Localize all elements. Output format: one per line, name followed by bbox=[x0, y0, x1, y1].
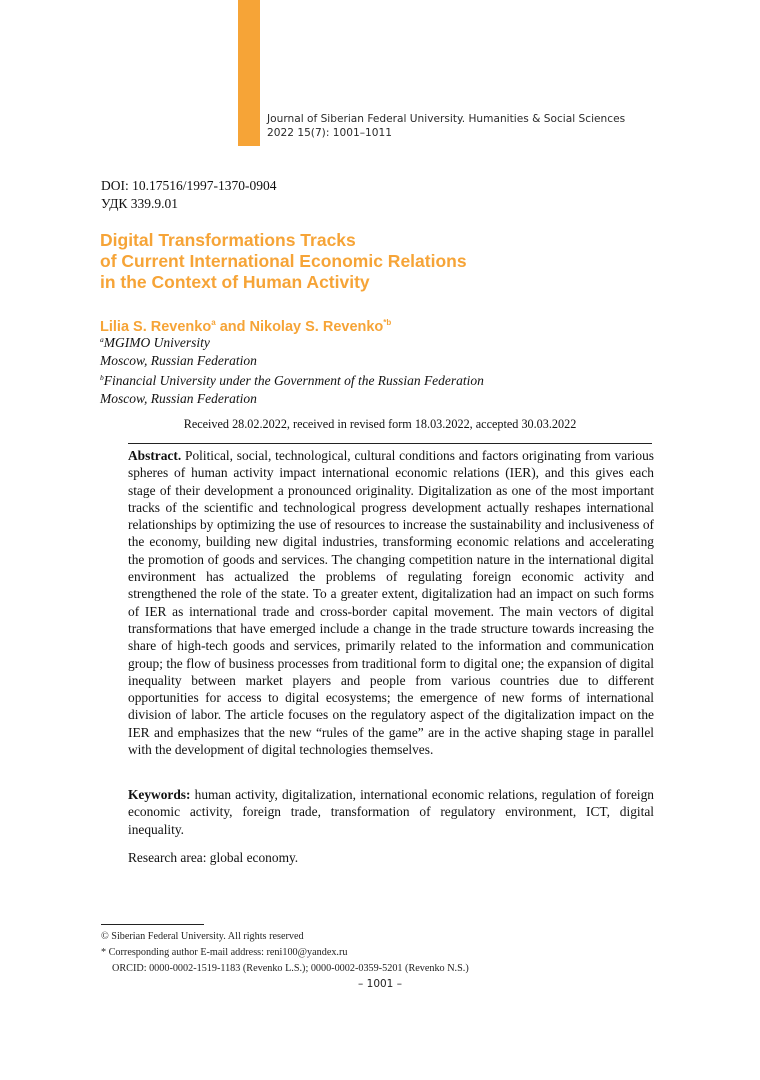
affiliation-line bbox=[100, 352, 484, 370]
affiliation-text: Moscow, Russian Federation bbox=[100, 390, 257, 406]
article-title bbox=[100, 230, 467, 293]
udk: УДК 339.9.01 bbox=[101, 196, 179, 211]
author-connector: and bbox=[215, 319, 250, 335]
received-dates: Received 28.02.2022, received in revised form 18.03.2022, accepted 30.03.2022 bbox=[183, 417, 577, 431]
footnote-divider bbox=[101, 924, 204, 925]
keywords-text: human activity, digitalization, international economic relations, regulation of foreign economic activity, foreign trade, transformation of regulatory environment, ICT, digital inequality. bbox=[128, 787, 655, 837]
author-1: Lilia S. Revenko bbox=[100, 319, 212, 335]
title-line-1: Digital Transformations Tracks bbox=[100, 230, 356, 250]
affiliation-text: Financial University under the Government of the Russian Federation bbox=[103, 373, 484, 388]
journal-issue: 2022 15(7): 1001–1011 bbox=[267, 127, 392, 139]
affiliation-mark: b bbox=[100, 373, 104, 382]
abstract bbox=[128, 447, 654, 758]
journal-name: Journal of Siberian Federal University. Humanities & Social Sciences bbox=[267, 113, 626, 125]
keywords bbox=[128, 786, 654, 838]
orcid-note: ORCID: 0000-0002-1519-1183 (Revenko L.S.); 0000-0002-0359-5201 (Revenko N.S.) bbox=[112, 963, 469, 974]
keywords-label: Keywords: bbox=[128, 787, 191, 802]
research-area: Research area: global economy. bbox=[128, 850, 299, 865]
abstract-text: Political, social, technological, cultural conditions and factors originating from various spheres of human activity impact international economic relations (IER), and this gives each stage of their development a pronounced originality. Digitalization as one of the most important tracks of the scientific and technological progress development actually reshapes international relationships by optimizing the use of resources to increase the sustainability and inclusiveness of the economy, building new digital industries, transforming economic relations and accelerating the promotion of goods and services. The changing competition nature in the international digital environment has actualized the problems of regulating foreign economic activity and strengthened the role of the state. To a greater extent, digitalization had an impact on such forms of IER as international trade and cross-border capital movement. The main vectors of digital transformations that have emerged include a change in the trade structure towards increasing the share of high-tech goods and services, primarily related to the information and communication group; the flow of business processes from traditional form to digital one; the expansion of digital inequality between market players and people from various countries due to different opportunities for access to digital ecosystems; the emergence of new forms of international division of labor. The article focuses on the regulatory aspect of the digitalization impact on the IER and emphasizes that the new “rules of the game” are in the active shaping stage in parallel with the development of digital technologies themselves. bbox=[128, 448, 654, 758]
copyright-note: © Siberian Federal University. All rights reserved bbox=[101, 931, 304, 942]
title-line-3: in the Context of Human Activity bbox=[100, 272, 370, 292]
page-number: – 1001 – bbox=[358, 978, 402, 990]
journal-accent-bar bbox=[238, 0, 260, 146]
affiliations bbox=[100, 331, 484, 407]
abstract-divider bbox=[128, 443, 652, 444]
affiliation-text: Moscow, Russian Federation bbox=[100, 352, 257, 368]
doi: DOI: 10.17516/1997-1370-0904 bbox=[101, 178, 277, 193]
affiliation-line bbox=[100, 390, 484, 408]
corresponding-author-note: * Corresponding author E-mail address: reni100@yandex.ru bbox=[101, 947, 348, 958]
author-2-affiliation-mark: *b bbox=[383, 318, 392, 327]
affiliation-mark: a bbox=[100, 335, 104, 344]
affiliation-text: MGIMO University bbox=[103, 335, 210, 350]
article-identifiers bbox=[101, 177, 277, 213]
abstract-label: Abstract. bbox=[128, 448, 182, 463]
title-line-2: of Current International Economic Relations bbox=[100, 251, 467, 271]
footnotes bbox=[101, 929, 469, 977]
affiliation-line bbox=[100, 369, 484, 390]
author-2: Nikolay S. Revenko bbox=[249, 319, 384, 335]
affiliation-line bbox=[100, 331, 484, 352]
author-1-affiliation-mark: a bbox=[211, 318, 216, 327]
journal-header bbox=[267, 112, 625, 140]
